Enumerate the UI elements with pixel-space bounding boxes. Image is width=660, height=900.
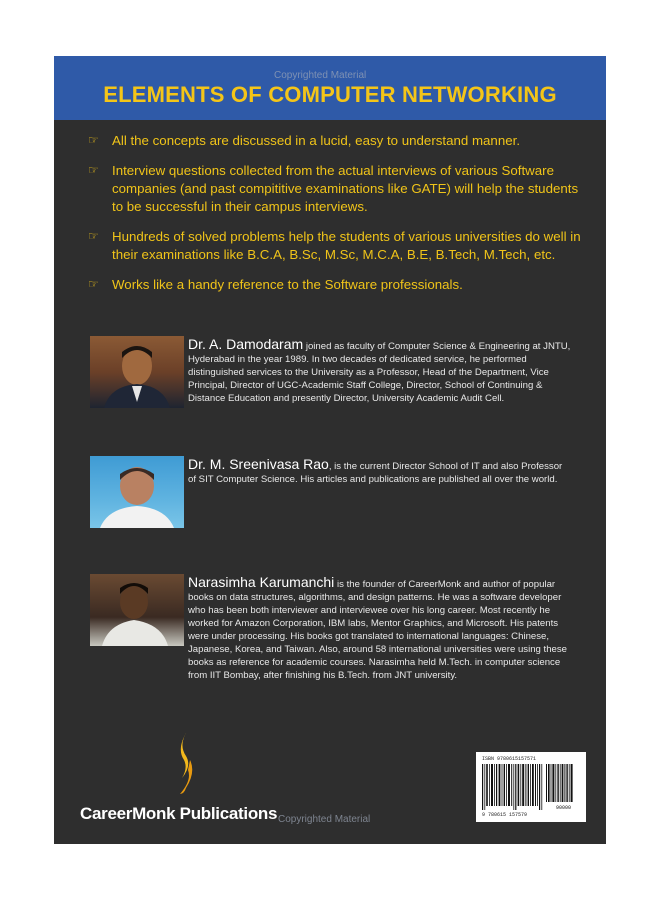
book-title: ELEMENTS OF COMPUTER NETWORKING [103, 82, 557, 107]
author-bio-text: is the founder of CareerMonk and author of popular books on data structures, algorithms, and design patterns. He was a software developer who has been both interviewer and interviewee over his long career. Most recently he worked for Amazon Corporation, IBM labs, Mentor Graphics, and Microsoft. His patents were under processing. His books got translated to international languages: Chinese, Japanese, Korea, and Taiwan. Also, around 58 international universities were using these books as reference for academic courses. Narasimha held M.Tech. in computer science from IIT Bombay, after finishing his B.Tech. from JNT university. [188, 579, 568, 681]
barcode-price: 90000 [556, 805, 572, 810]
barcode-digits: 9 780615 157579 [482, 812, 528, 818]
pointing-hand-icon: ☞ [88, 163, 99, 177]
author-photo-sreenivasa-rao [90, 456, 184, 528]
flame-logo-icon [174, 730, 196, 794]
feature-item [88, 162, 588, 216]
isbn-barcode [476, 752, 586, 822]
author-photo-damodaram [90, 336, 184, 408]
feature-item [88, 132, 588, 150]
feature-text: Hundreds of solved problems help the students of various universities do well in their examinations like B.C.A, B.Sc, M.Sc, M.C.A, B.E, B.Tech, M.Tech, etc. [112, 229, 581, 262]
author-bio-text: , is the current Director School of IT and also Professor of SIT Computer Science. His articles and publications are published all over the world. [188, 461, 563, 485]
feature-text: Works like a handy reference to the Software professionals. [112, 277, 463, 292]
feature-item [88, 276, 588, 294]
author-bio-damodaram [188, 338, 572, 405]
barcode-bars [482, 764, 580, 810]
feature-item [88, 228, 588, 264]
author-bio-karumanchi [90, 576, 570, 682]
feature-text: Interview questions collected from the actual interviews of various Software companies (and past compititive examinations like GATE) will help the students to be successful in their campus interviews. [112, 163, 579, 214]
pointing-hand-icon: ☞ [88, 277, 99, 291]
pointing-hand-icon: ☞ [88, 133, 99, 147]
watermark-bottom: Copyrighted Material [278, 814, 371, 825]
title-bar [54, 56, 606, 120]
pointing-hand-icon: ☞ [88, 229, 99, 243]
publisher-name: CareerMonk Publications [80, 804, 278, 823]
author-bio-text: joined as faculty of Computer Science & Engineering at JNTU, Hyderabad in the year 1989. In two decades of dedicated service, he performed distinguished services to the University as a Professor, Head of the Department, Vice Principal, Director of UGC-Academic Staff College, Director, School of Continuing & Distance Education and presently Director, University Academic Audit Cell. [188, 341, 571, 404]
watermark-top: Copyrighted Material [274, 70, 367, 81]
author-bio-sreenivasa-rao [188, 458, 572, 486]
feature-text: All the concepts are discussed in a lucid, easy to understand manner. [112, 133, 521, 148]
author-name: Narasimha Karumanchi [188, 574, 335, 590]
book-back-cover [54, 56, 606, 844]
feature-list [88, 132, 588, 306]
author-name: Dr. M. Sreenivasa Rao [188, 456, 329, 472]
barcode-isbn-text: ISBN 9780615157571 [482, 756, 537, 762]
author-name: Dr. A. Damodaram [188, 336, 304, 352]
